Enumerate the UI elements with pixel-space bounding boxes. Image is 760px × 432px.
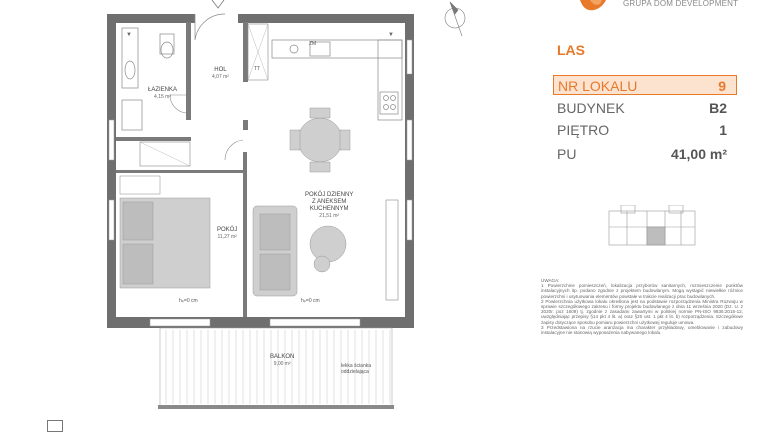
svg-text:▼: ▼ [388, 32, 394, 38]
meter-label-zm: ZM [309, 41, 317, 47]
info-value: 9 [718, 78, 726, 94]
bed [120, 198, 210, 288]
room-name-line: KUCHENNYM [309, 206, 349, 212]
room-area: 11,27 m² [217, 234, 237, 240]
info-value: 1 [719, 122, 727, 138]
info-row-building [553, 98, 737, 118]
sofa [253, 206, 297, 296]
info-row-floor [553, 120, 737, 140]
svg-text:▼: ▼ [126, 32, 132, 38]
dom-development-logo-icon [576, 0, 616, 14]
room-name: HOL [214, 67, 227, 73]
room-name: BALKON [270, 354, 295, 360]
info-label: BUDYNEK [557, 100, 625, 116]
info-label: PU [557, 146, 577, 162]
dining-table [290, 108, 350, 172]
notes-paragraph: 1 Powierzchnie pomieszczeń, lokalizacja przyborów sanitarnych, rozmieszczenie punktów instalacyjnych itp. podano zgodnie z projektem budowlanym. Mogą wystąpić niewielkie różnice powierzchni i usytuowania elementów powstałe w trakcie realizacji prac budowlanych. [541, 283, 743, 299]
estate-name: LAS [557, 42, 585, 58]
brand-name: GRUPA DOM DEVELOPMENT [623, 0, 739, 8]
info-value: 41,00 m² [670, 146, 727, 162]
room-name-line: Z ANEKSEM [312, 199, 347, 205]
room-name-line: POKÓJ DZIENNY [305, 192, 354, 198]
notes-paragraph: 2 Powierzchnia użytkowa lokalu określona jest na podstawie rozporządzenia Ministra Rozwoju w sprawie szczegółowego zakresu i formy projektu budowlanego z dnia 11 września 2020 (Dz. U. z 2020r. poz 1609) tj. zgodnie z zasadami zawartymi w polskiej normie PN-ISO 9836:2015-12, uwzględniając przepisy §14 pkt 4 lit. a) oraz §20 ust. 1 pkt 4 lit. b) rozporządzenia. Szczegółowe zapisy dotyczące sposobu pomiaru powierzchni użytkowej reguluje umowa. [541, 298, 743, 325]
kitchen-counter [272, 40, 402, 120]
info-row-unit-number [553, 75, 737, 95]
notes-paragraph: 3 Przedstawiona na rzucie aranżacja ma charakter przykładowy, umeblowanie i zabudowy instalacyjne nie stanowią wyposażenia nabywanego lokalu. [541, 324, 743, 336]
room-label-hol [212, 67, 229, 81]
info-value: B2 [709, 100, 727, 116]
room-label-pokoj-dzienny [305, 192, 353, 220]
partition-note-line: lekka ścianka [341, 363, 372, 369]
partition-note [341, 363, 371, 375]
building-key-plan [607, 205, 697, 251]
room-name: POKÓJ [217, 227, 238, 233]
room-label-lazienka [148, 87, 177, 101]
legal-notes [541, 278, 743, 335]
room-area: 4,07 m² [212, 74, 229, 80]
threshold-label: hₚ=0 cm [301, 298, 320, 304]
room-area: 9,00 m² [273, 361, 291, 367]
page-icon [47, 420, 63, 432]
room-label-balkon [270, 354, 294, 368]
bathroom-fixtures [122, 28, 174, 130]
room-label-pokoj [217, 227, 237, 241]
room-area: 4,15 m² [154, 94, 171, 100]
info-label: NR LOKALU [558, 78, 638, 94]
room-name: ŁAZIENKA [148, 87, 178, 93]
info-row-area [553, 144, 737, 164]
info-label: PIĘTRO [557, 122, 610, 138]
partition-note-line: oddzielająca [341, 369, 369, 375]
meter-label-tt: TT [254, 66, 261, 72]
threshold-label: hₚ=0 cm [179, 298, 198, 304]
room-area: 21,51 m² [319, 213, 340, 219]
notes-heading: UWAGA: [541, 278, 560, 283]
north-arrow-icon [445, 2, 465, 36]
